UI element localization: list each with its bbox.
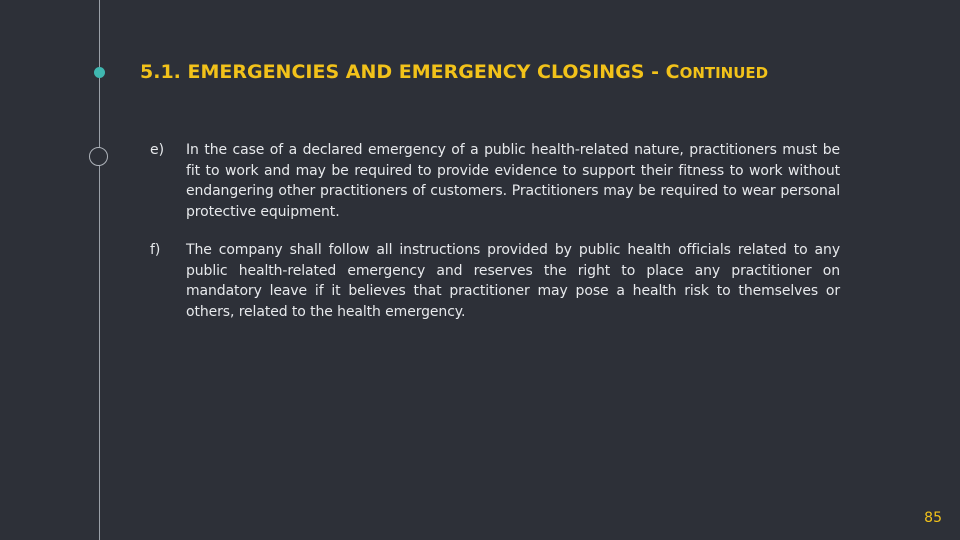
title-continued-initial: C bbox=[665, 61, 680, 83]
slide-content bbox=[150, 140, 840, 340]
timeline-ring-icon bbox=[89, 147, 108, 166]
list-item-f bbox=[150, 240, 840, 322]
list-item-e bbox=[150, 140, 840, 222]
list-item-text: The company shall follow all instructions provided by public health officials related to any public health-related emergency and reserves the right to place any practitioner on mandatory leave if it believes that practitioner may pose a health risk to themselves or others, related to the health emergency. bbox=[186, 242, 840, 320]
list-item-text: In the case of a declared emergency of a public health-related nature, practitioners must be fit to work and may be required to provide evidence to support their fitness to work without endangering other practitioners of customers. Practitioners may be required to wear personal protective equipment. bbox=[186, 142, 840, 220]
timeline-active-dot-icon bbox=[94, 67, 105, 78]
list-item-marker: e) bbox=[150, 142, 165, 158]
slide-title bbox=[140, 60, 940, 85]
title-continued-rest: ONTINUED bbox=[679, 64, 769, 82]
list-item-marker: f) bbox=[150, 242, 161, 258]
title-main: 5.1. EMERGENCIES AND EMERGENCY CLOSINGS - bbox=[140, 61, 666, 83]
page-number: 85 bbox=[924, 510, 942, 526]
timeline-line bbox=[99, 0, 100, 540]
